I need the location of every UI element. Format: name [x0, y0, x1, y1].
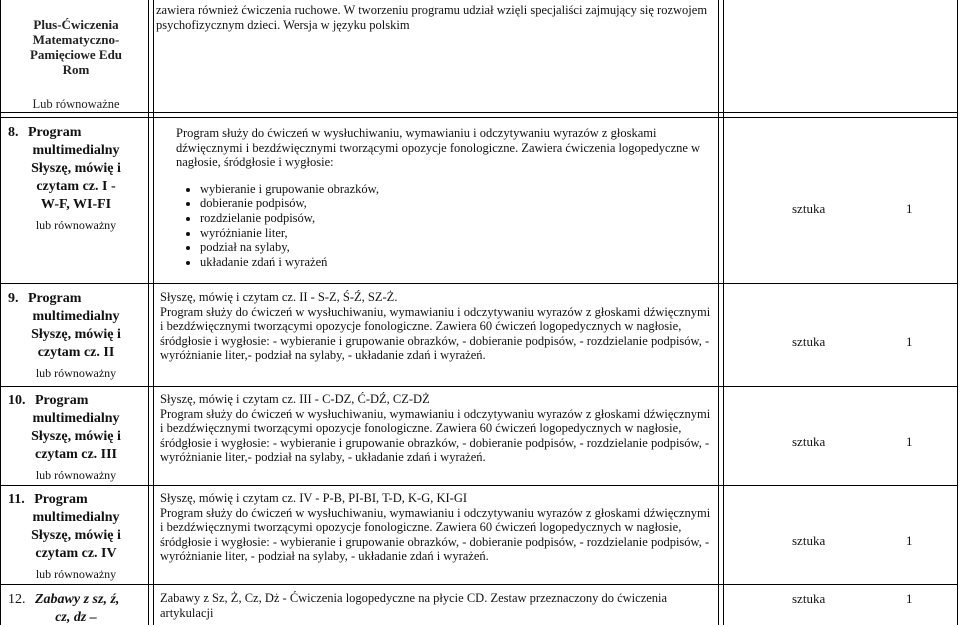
row-number: 9.: [8, 291, 19, 306]
table-border-left: [0, 0, 1, 625]
quantity-cell: 1: [906, 434, 913, 449]
product-name-line: czytam cz. II: [37, 345, 115, 360]
list-item: • wyróżnianie liter,: [200, 226, 716, 241]
column-divider: [718, 0, 719, 625]
product-name-line: czytam cz. III: [34, 447, 118, 462]
list-item: • dobieranie podpisów,: [200, 196, 716, 211]
description-text: Program służy do ćwiczeń w wysłuchiwaniu, wymawianiu i odczytywaniu wyrazów z głoskami dźwięcznymi i bezdźwięcznymi tworzącymi opozycje fonologiczne. Zawiera 60 ćwiczeń logopedycznych w nagłosie, śródgłosie i wygłosie: - wybieranie i grupowanie obrazków, - dobieranie podpisów, - rozdzielanie podpisów, - wyróżnianie liter,- podział na sylaby, - układanie zdań i wyrażeń.: [160, 406, 711, 465]
unit-cell: sztuka: [792, 591, 826, 606]
table-border-right: [957, 0, 958, 625]
quantity-cell: 1: [906, 334, 913, 349]
product-name-line: multimedialny: [32, 510, 120, 525]
table-row: [4, 591, 148, 627]
table-row: [4, 124, 148, 234]
alternative-note: lub równoważny: [35, 218, 117, 232]
description-text: zawiera również ćwiczenia ruchowe. W tworzeniu programu udział wzięli specjaliści zajmujący się rozwojem psychofizycznym dzieci. Wersja w języku polskim: [156, 3, 708, 32]
row-number: 10.: [8, 393, 26, 408]
table-row: [4, 17, 148, 112]
product-name-line: multimedialny: [32, 411, 120, 426]
unit-cell: sztuka: [792, 533, 826, 548]
product-name-line: Program: [34, 492, 88, 507]
row-divider: [0, 283, 958, 284]
product-name-line: czytam cz. IV: [35, 546, 117, 561]
alternative-note: lub równoważny: [35, 468, 117, 482]
product-name-line: Słyszę, mówię i: [31, 327, 121, 342]
row-divider: [0, 112, 958, 113]
product-name-line: Matematyczno-: [32, 32, 120, 47]
list-item: • rozdzielanie podpisów,: [200, 211, 716, 226]
product-description: [160, 591, 720, 620]
unit-cell: sztuka: [792, 334, 826, 349]
description-text: Zabawy z Sz, Ż, Cz, Dż - Ćwiczenia logopedyczne na płycie CD. Zestaw przeznaczony do ćwiczenia artykulacji: [160, 591, 668, 620]
product-name-line: Rom: [62, 62, 90, 77]
product-name-line: Program: [35, 393, 89, 408]
product-name-line: Słyszę, mówię i: [31, 528, 121, 543]
feature-list: [166, 182, 716, 270]
product-description: [160, 392, 716, 465]
product-name-line: Pamięciowe Edu: [29, 47, 123, 62]
row-divider: [0, 386, 958, 387]
product-name-line: multimedialny: [32, 309, 120, 324]
product-name-line: Program: [28, 125, 82, 140]
column-divider: [148, 0, 149, 625]
product-name-line: Zabawy z sz, ź,: [35, 592, 120, 607]
description-title: Słyszę, mówię i czytam cz. III - C-DZ, Ć-DŹ, CZ-DŻ: [160, 392, 430, 406]
product-name-line: Plus-Ćwiczenia: [33, 17, 119, 32]
description-text: Program służy do ćwiczeń w wysłuchiwaniu, wymawianiu i odczytywaniu wyrazów z głoskami dźwięcznymi i bezdźwięcznymi tworzącymi opozycje fonologiczne. Zawiera ćwiczenia logopedyczne w nagłosie, śródgłosie i wygłosie:: [176, 126, 701, 170]
column-divider: [153, 0, 154, 625]
row-divider: [0, 485, 958, 486]
product-name-line: cz, dz –: [55, 610, 97, 625]
row-number: 8.: [8, 125, 19, 140]
unit-cell: sztuka: [792, 201, 826, 216]
description-title: Słyszę, mówię i czytam cz. IV - P-B, PI-BI, T-D, K-G, KI-GI: [160, 491, 468, 505]
alternative-note: lub równoważny: [35, 366, 117, 380]
product-name-line: W-F, WI-FI: [40, 197, 112, 212]
product-description: [176, 126, 716, 269]
product-description: [156, 3, 716, 32]
column-divider: [723, 0, 724, 625]
product-description: [160, 290, 716, 363]
quantity-cell: 1: [906, 533, 913, 548]
product-name-line: Program: [28, 291, 82, 306]
table-row: [4, 392, 148, 484]
product-name-line: multimedialny: [32, 143, 120, 158]
description-text: Program służy do ćwiczeń w wysłuchiwaniu, wymawianiu i odczytywaniu wyrazów z głoskami dźwięcznymi i bezdźwięcznymi tworzącymi opozycje fonologiczne. Zawiera 60 ćwiczeń logopedycznych w nagłosie, śródgłosie i wygłosie: - wybieranie i grupowanie obrazków, - dobieranie podpisów, - rozdzielanie podpisów, - wyróżnianie liter,- podział na sylaby, - układanie zdań i wyrażeń.: [160, 304, 711, 363]
quantity-cell: 1: [906, 201, 913, 216]
list-item: • wybieranie i grupowanie obrazków,: [200, 182, 716, 197]
product-name-line: Słyszę, mówię i: [31, 429, 121, 444]
alternative-note: Lub równoważne: [32, 97, 120, 111]
table-row: [4, 290, 148, 382]
list-item: • podział na sylaby,: [200, 240, 716, 255]
product-name-line: czytam cz. I -: [36, 179, 116, 194]
row-number: 11.: [8, 492, 25, 507]
description-title: Słyszę, mówię i czytam cz. II - S-Z, Ś-Ź, SZ-Ż.: [160, 290, 398, 304]
table-row: [4, 491, 148, 583]
row-divider: [0, 117, 958, 118]
unit-cell: sztuka: [792, 434, 826, 449]
row-number: 12.: [8, 592, 26, 607]
description-text: Program służy do ćwiczeń w wysłuchiwaniu, wymawianiu i odczytywaniu wyrazów z głoskami dźwięcznymi i bezdźwięcznymi tworzącymi opozycje fonologiczne. Zawiera 60 ćwiczeń logopedycznych w nagłosie, śródgłosie i wygłosie: - wybieranie i grupowanie obrazków, - dobieranie podpisów, - rozdzielanie podpisów, - wyróżnianie liter, - podział na sylaby, - układanie zdań i wyrażeń.: [160, 505, 711, 564]
quantity-cell: 1: [906, 591, 913, 606]
list-item: • układanie zdań i wyrażeń: [200, 255, 716, 270]
product-description: [160, 491, 716, 564]
alternative-note: lub równoważny: [35, 567, 117, 581]
product-name-line: Słyszę, mówię i: [31, 161, 121, 176]
row-divider: [0, 584, 958, 585]
